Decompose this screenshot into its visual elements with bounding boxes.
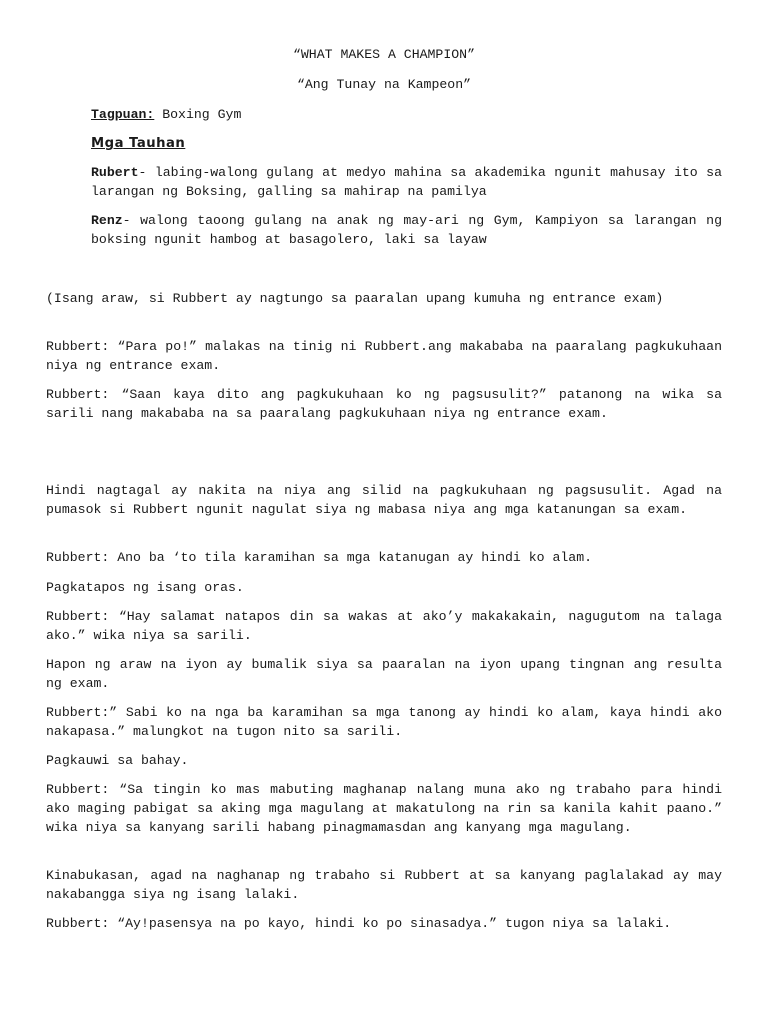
setting-value: Boxing Gym [154, 107, 242, 122]
paragraph: Rubbert: “Saan kaya dito ang pagkukuhaan ko ng pagsusulit?” patanong na wika sa sarili nang makababa na sa paaralang pagkukuhaan niya ng entrance exam. [46, 387, 722, 421]
document-subtitle: “Ang Tunay na Kampeon” [296, 77, 472, 92]
paragraph: Kinabukasan, agad na naghanap ng trabaho si Rubbert at sa kanyang paglalakad ay may nakabangga siya ng isang lalaki. [46, 868, 722, 902]
paragraph: Pagkatapos ng isang oras. [46, 580, 244, 595]
paragraph: Rubbert: Ano ba ‘to tila karamihan sa mga katanugan ay hindi ko alam. [46, 550, 593, 565]
setting-line [91, 105, 722, 124]
paragraph: Hindi nagtagal ay nakita na niya ang silid na pagkukuhaan ng pagsusulit. Agad na pumasok si Rubbert ngunit nagulat siya ng mabasa niya ang mga katanungan sa exam. [46, 483, 722, 517]
character-description: - labing-walong gulang at medyo mahina sa akademika ngunit mahusay ito sa larangan ng Boksing, galling sa mahirap na pamilya [91, 165, 722, 199]
paragraph: Rubbert:” Sabi ko na nga ba karamihan sa mga tanong ay hindi ko alam, kaya hindi ako nakapasa.” malungkot na tugon nito sa sarili. [46, 705, 722, 739]
characters-heading: Mga Tauhan [91, 136, 186, 151]
paragraph: Hapon ng araw na iyon ay bumalik siya sa paaralan na iyon upang tingnan ang resulta ng exam. [46, 657, 722, 691]
paragraph: (Isang araw, si Rubbert ay nagtungo sa paaralan upang kumuha ng entrance exam) [46, 291, 664, 306]
document-title: “WHAT MAKES A CHAMPION” [292, 47, 476, 62]
character-name: Renz [91, 213, 123, 228]
paragraph: Rubbert: “Ay!pasensya na po kayo, hindi ko po sinasadya.” tugon niya sa lalaki. [46, 916, 672, 931]
character-name: Rubert [91, 165, 139, 180]
character-description: - walong taoong gulang na anak ng may-ari ng Gym, Kampiyon sa larangan ng boksing ngunit hambog at basagolero, laki sa layaw [91, 213, 722, 247]
paragraph: Rubbert: “Hay salamat natapos din sa wakas at ako’y makakakain, nagugutom na talaga ako.” wika niya sa sarili. [46, 609, 722, 643]
paragraph: Rubbert: “Sa tingin ko mas mabuting maghanap nalang muna ako ng trabaho para hindi ako maging pabigat sa aking mga magulang at makatulong na rin sa kanila kahit paano.” wika niya sa kanyang sarili habang pinagmamasdan ang kanyang mga magulang. [46, 782, 722, 835]
character-rubert [91, 163, 722, 201]
characters-heading-line [91, 134, 722, 153]
paragraph: Pagkauwi sa bahay. [46, 753, 189, 768]
character-renz [91, 211, 722, 249]
setting-label: Tagpuan: [91, 107, 155, 122]
paragraph: Rubbert: “Para po!” malakas na tinig ni Rubbert.ang makababa na paaralang pagkukuhaan niya ng entrance exam. [46, 339, 722, 373]
